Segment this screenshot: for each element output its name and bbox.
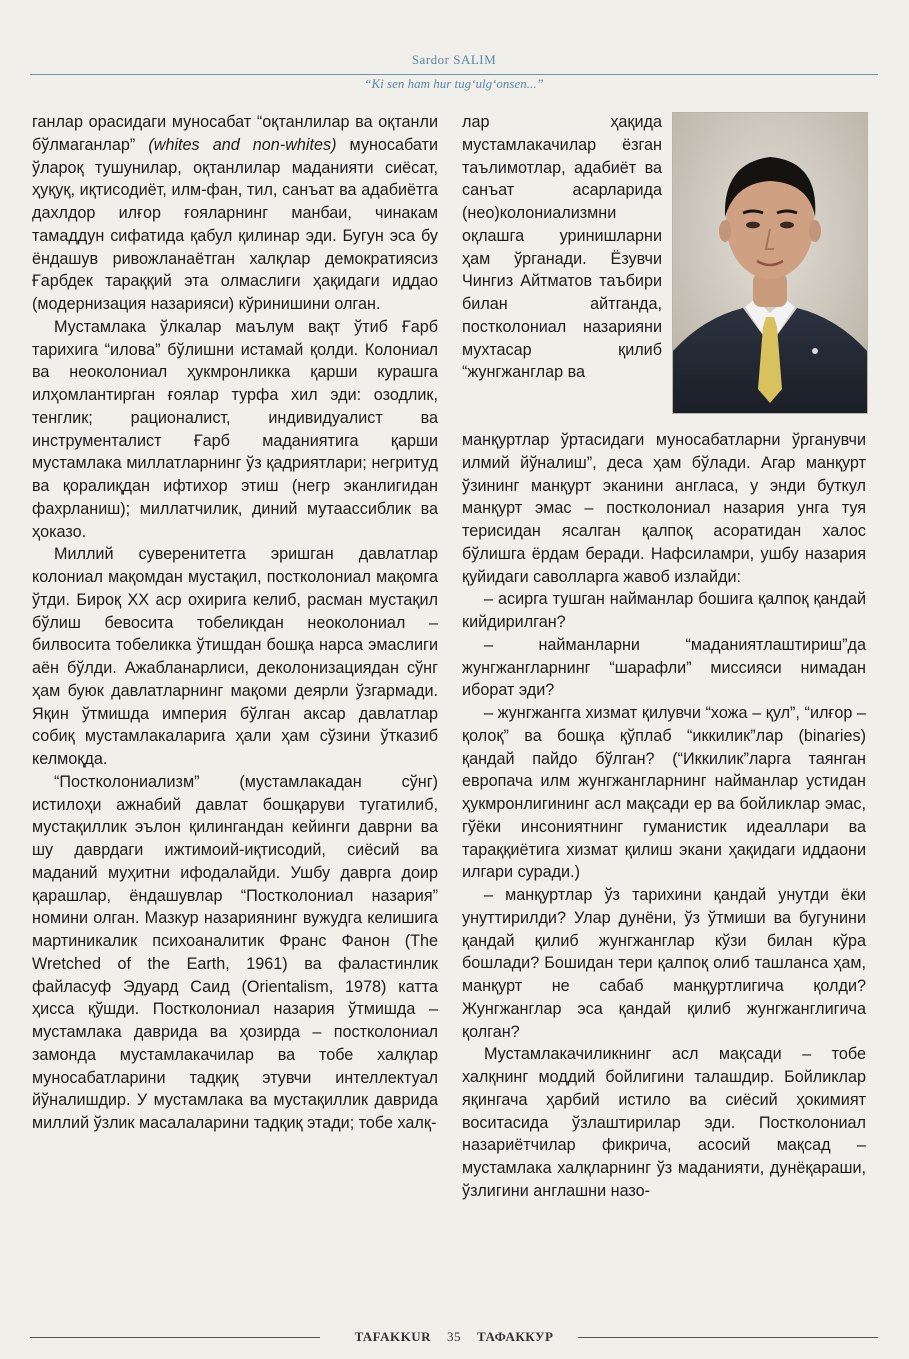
paragraph-4: “Постколониализм” (мустамлакадан сўнг) истилоҳи ажнабий давлат бошқаруви тугатилиб, мустақиллик эълон қилингандан кейинги даврни ва шу даврдаги ижтимоий-иқтисодий, сиёсий ва маданий муҳитни ифодалайди. Ушбу даврга доир қарашлар, ёндашувлар “Постколониал назария” номини олган. Мазкур назариянинг вужудга келишига мартиникалик психоаналитик Франс Фанон (The Wretched of the Earth, 1961) ва фаластинлик файласуф Эдуард Саид (Orientalism, 1978) катта ҳисса қўшди. Постколониал назария ўтмишда – мустамлака даврида ва ҳозирда – постколониал замонда мустамлакачилар ва тобе халқлар муносабатларини тадқиқ этувчи интеллектуал йўналишдир. У мустамлака ва мустақиллик даврида миллий ўзлик масалаларини тадқиқ этади; тобе халқ- [32, 772, 438, 1132]
page-number: 35 [439, 1329, 469, 1344]
right-column [462, 429, 866, 1203]
paragraph-3: Миллий суверенитетга эришган давлатлар колониал мақомдан мустақил, постколониал мақомга ўтди. Бироқ XX аср охирига келиб, расман мустақил бўлиш бевосита тобеликдан неоколониал – билвосита тобеликка ўтишдан бошқа нарса эмаслиги аён бўлди. Ажабланарлиси, деколонизациядан сўнг ҳам буюк давлатларнинг мақоми деярли ўзгармади. Яқин ўтмишда империя бўлган аксар давлатлар собиқ мустамлакаларига ҳали ҳам сўзини ўтказиб келмоқда. [32, 545, 438, 768]
header-title: “Ki sen ham hur tug‘ulg‘onsen...” [364, 76, 544, 91]
question-4: – манқуртлар ўз тарихини қандай унутди ёки унуттирилди? Улар дунёни, ўз ўтмиши ва бугунини қандай қилиб жунгжанглар кўзи билан кўра бошлади? Бошидан тери қалпоқ олиб ташланса ҳам, манқурт не сабаб манқуртлигича қолди? Жунгжанглар эса қандай қилиб жунгжанглигича қолган? [462, 886, 866, 1041]
running-header [30, 48, 878, 96]
question-1: – асирга тушган найманлар бошига қалпоқ қандай кийдирилган? [462, 590, 866, 631]
paragraph-1-italic: (whites and non-whites) [148, 135, 337, 154]
header-author: Sardor SALIM [411, 52, 497, 67]
paragraph-6: манқуртлар ўртасидаги муносабатларни ўрганувчи илмий йўналиш”, деса ҳам бўлади. Агар манқурт ўзининг манқурт эканини англаса, у энди буткул манқурт эмас – постколониал назария унга туя терисидан ясалган қалпоқ асоратидан халос бўлишга ёрдам беради. Нафсиламри, ушбу назария қуйидаги саволларга жавоб излайди: [462, 431, 866, 586]
paragraph-5: лар ҳақида мустамлакачилар ёзган таълимотлар, адабиёт ва санъат асарларида (нео)колониализмни оқлашга уринишларни ҳам ўрганади. Ёзувчи Чингиз Айтматов таъбири билан айтганда, постколониал назарияни мухтасар қилиб “жунгжанглар ва [462, 113, 662, 382]
author-portrait-image [673, 113, 867, 413]
author-photo [672, 112, 868, 414]
paragraph-1: ганлар орасидаги муносабат “оқтанлилар ва оқтанли бўлмаганлар” (whites and non-whites) муносабати ўлароқ тушунилар, оқтанлилар маданияти сиёсат, ҳуқуқ, иқтисодиёт, илм-фан, тил, санъат ва адабиётга дахлдор илғор ғояларнинг манбаи, чинакам тамаддун сифатида қабул қилинар эди. Бугун эса бу ёндашув ривожланаётган халқлар демократиясиз Ғарбдек тараққий эта олмаслиги ҳақидаги иддао (модернизация назарияси) кўринишини олган. [32, 113, 438, 313]
left-column [32, 111, 438, 1135]
paragraph-7: Мустамлакачиликнинг асл мақсади – тобе халқнинг моддий бойлигини талашдир. Бойликлар яқингача ҳарбий истило ва сиёсий ҳокимият воситасида ўзлаштирилар эди. Постколониал назариётчилар фикрича, асосий мақсад – мустамлака халқларнинг ўз маданияти, дунёқараши, ўзлигини англашни назо- [462, 1045, 866, 1200]
page-footer [30, 1326, 878, 1350]
right-column-top [462, 111, 662, 384]
header-rule [30, 74, 878, 75]
footer-label-cyrillic: ТАФАККУР [469, 1329, 561, 1344]
paragraph-2: Мустамлака ўлкалар маълум вақт ўтиб Ғарб тарихига “илова” бўлишни истамай қолди. Колониал ва неоколониал ҳукмронликка қарши курашга илҳомлантирган ғоялар турфа хил эди: озодлик, тенглик; рационалист, индивидуалист ва инструменталист Ғарб маданиятига қарши мустамлака миллатларнинг ўз қадриятлари; негритуд ва қоралиқдан ифтихор этиш (негр эканлигидан фахрланиш); миллатчилик, диний мутаассиблик ва ҳоказо. [32, 317, 438, 541]
question-2: – найманларни “маданиятлаштириш”да жунгжангларнинг “шарафли” миссияси нимадан иборат эди? [462, 635, 866, 700]
question-3: – жунгжангга хизмат қилувчи “хожа – қул”, “илғор – қолоқ” ва бошқа қўплаб “иккилик”лар (binaries) қандай пайдо бўлган? (“Иккилик”ларга таянган европача илм жунгжангларнинг найманлар устидан ҳукмронлигининг асл мақсади ер ва бойликлар эмас, гўёки инсониятнинг гуманистик идеаллари ва тараққиётига хизмат қилиш экани ҳақидаги иддаони илгари суради.) [462, 704, 866, 882]
footer-text [30, 1329, 878, 1345]
footer-label-latin: TAFAKKUR [347, 1329, 439, 1344]
